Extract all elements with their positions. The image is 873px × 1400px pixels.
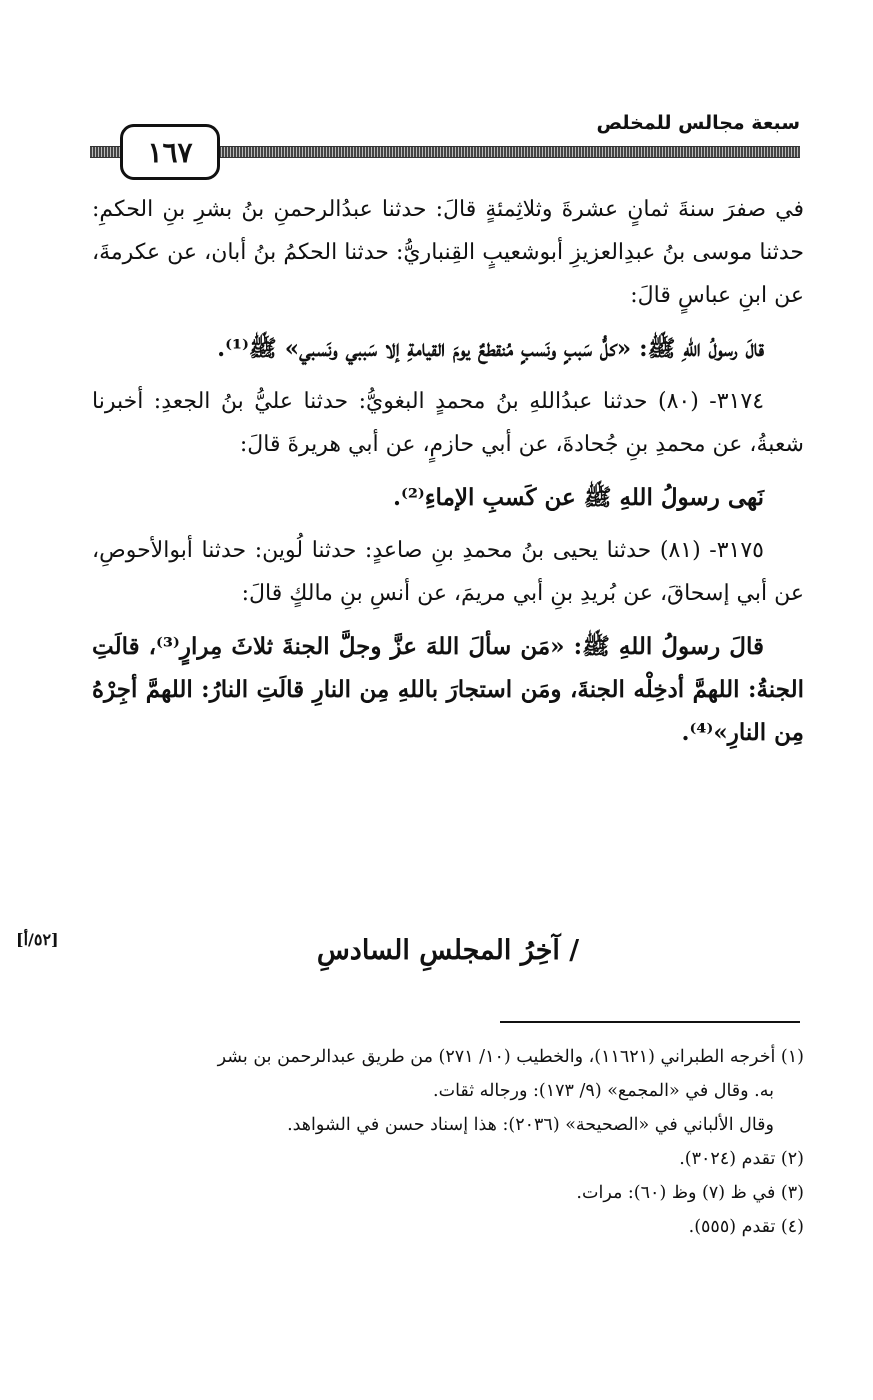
footnote-4: (٤) تقدم (٥٥٥).	[688, 1217, 804, 1237]
footnote-1-cont: به. وقال في «المجمع» (٩/ ١٧٣): ورجاله ثقات.	[433, 1081, 774, 1101]
footnote-3: (٣) في ظ (٧) وظ (٦٠): مرات.	[576, 1183, 804, 1203]
footnote-2: (٢) تقدم (٣٠٢٤).	[679, 1149, 804, 1169]
footnote-separator	[500, 1021, 800, 1023]
running-title: سبعة مجالس للمخلص	[596, 112, 800, 134]
paragraph-isnad-1: في صفرَ سنةَ ثمانٍ عشرةَ وثلاثِمئةٍ قالَ: حدثنا عبدُالرحمنِ بنُ بشرِ بنِ الحكمِ: حدثنا موسى بنُ عبدِالعزيزِ أبوشعيبٍ القِنباريُّ: حدثنا الحكمُ بنُ أبان، عن عكرمةَ، عن ابنِ عباسٍ قالَ:	[92, 197, 804, 308]
section-end-heading: / آخِرُ المجلسِ السادسِ	[316, 935, 580, 966]
page-header	[90, 110, 800, 180]
footnote-1-cont-2: وقال الألباني في «الصحيحة» (٢٠٣٦): هذا إسناد حسن في الشواهد.	[287, 1115, 774, 1135]
paragraph-3174: ٣١٧٤- (٨٠) حدثنا عبدُاللهِ بنُ محمدٍ البغويُّ: حدثنا عليُّ بنُ الجعدِ: أخبرنا شعبةُ، عن محمدِ بنِ جُحادةَ، عن أبي حازمٍ، عن أبي هريرةَ قالَ:	[92, 389, 804, 457]
folio-marker: [٥٢/أ]	[16, 930, 59, 949]
hadith-quote-1: قالَ رسولُ اللهِ ﷺ: «كلُّ سَببٍ ونَسبٍ مُنقطعٌ يومَ القيامةِ إلا سَببي ونَسبي» ﷺ⁽¹⁾.	[217, 335, 764, 362]
hadith-quote-3: قالَ رسولُ اللهِ ﷺ: «مَن سألَ اللهَ عزَّ وجلَّ الجنةَ ثلاثَ مِرارٍ⁽³⁾، قالَتِ الجنةُ: اللهمَّ أدخِلْه الجنةَ، ومَن استجارَ باللهِ مِن النارِ قالَتِ النارُ: اللهمَّ أجِرْهُ مِن النارِ»⁽⁴⁾.	[92, 633, 804, 746]
footnote-1: (١) أخرجه الطبراني (١١٦٢١)، والخطيب (١٠/ ٢٧١) من طريق عبدالرحمن بن بشر	[217, 1047, 804, 1067]
footnotes	[92, 1040, 804, 1244]
page-number: ١٦٧	[120, 124, 220, 180]
main-text	[92, 188, 804, 764]
paragraph-3175: ٣١٧٥- (٨١) حدثنا يحيى بنُ محمدِ بنِ صاعدٍ: حدثنا لُوين: حدثنا أبوالأحوصِ، عن أبي إسحاقَ، عن بُريدِ بنِ أبي مريمَ، عن أنسِ بنِ مالكٍ قالَ:	[92, 538, 804, 606]
hadith-quote-2: نَهى رسولُ اللهِ ﷺ عن كَسبِ الإماءِ⁽²⁾.	[392, 484, 764, 511]
